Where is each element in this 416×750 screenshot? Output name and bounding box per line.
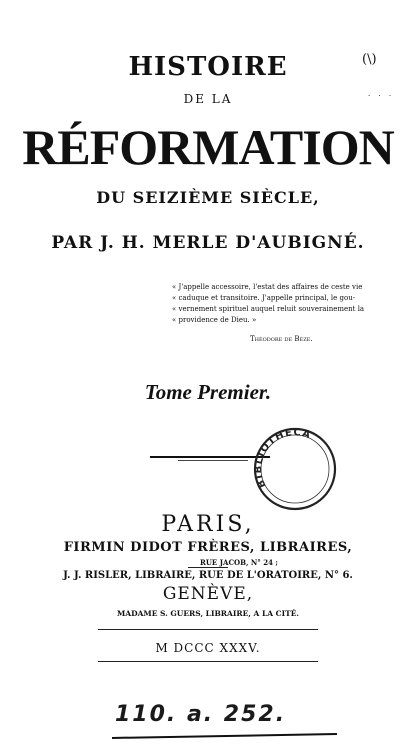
divider-3 (98, 661, 318, 662)
decorative-rule-thin (178, 460, 248, 461)
shelfmark: 110. a. 252. (115, 702, 287, 727)
svg-text:BIBLIOTHECA (253, 427, 312, 489)
epigraph-line: « J'appelle accessoire, l'estat des affaires de ceste vie (172, 283, 363, 291)
volume-label: Tome Premier. (144, 380, 272, 404)
title-line-de-la: DE LA (183, 92, 233, 106)
publisher-guers: MADAME S. GUERS, LIBRAIRE, A LA CITÉ. (116, 609, 300, 618)
subtitle: DU SEIZIÈME SIÈCLE, (96, 188, 320, 207)
epigraph-line: « providence de Dieu. » (172, 316, 257, 324)
corner-dots: · · · (368, 92, 395, 100)
title-main: RÉFORMATION (22, 119, 394, 175)
divider-2 (98, 629, 318, 630)
city-paris: PARIS, (161, 512, 255, 537)
library-stamp (252, 426, 338, 512)
publisher-didot: FIRMIN DIDOT FRÈRES, LIBRAIRES, (63, 540, 353, 555)
epigraph-line: « caduque et transitoire. J'appelle principal, le gou- (172, 294, 356, 302)
shelfmark-underline (112, 733, 337, 739)
author-line: PAR J. H. MERLE D'AUBIGNÉ. (51, 233, 365, 253)
epigraph-author: Théodore de Bèze. (250, 335, 313, 343)
divider-1 (188, 567, 228, 568)
publisher-didot-address: RUE JACOB, N° 24 ; (200, 558, 278, 567)
epigraph (172, 282, 394, 326)
epigraph-line: « vernement spirituel auquel reluit souverainement la (172, 305, 365, 313)
city-geneve: GENÈVE, (162, 584, 254, 604)
stamp-text: BIBLIOTHECA (253, 427, 313, 490)
publication-date: M DCCC XXXV. (155, 641, 261, 655)
publisher-risler: J. J. RISLER, LIBRAIRE, RUE DE L'ORATOIRE, N° 6. (63, 570, 353, 581)
title-line-histoire: HISTOIRE (128, 52, 288, 82)
corner-mark: (\) (362, 52, 377, 67)
